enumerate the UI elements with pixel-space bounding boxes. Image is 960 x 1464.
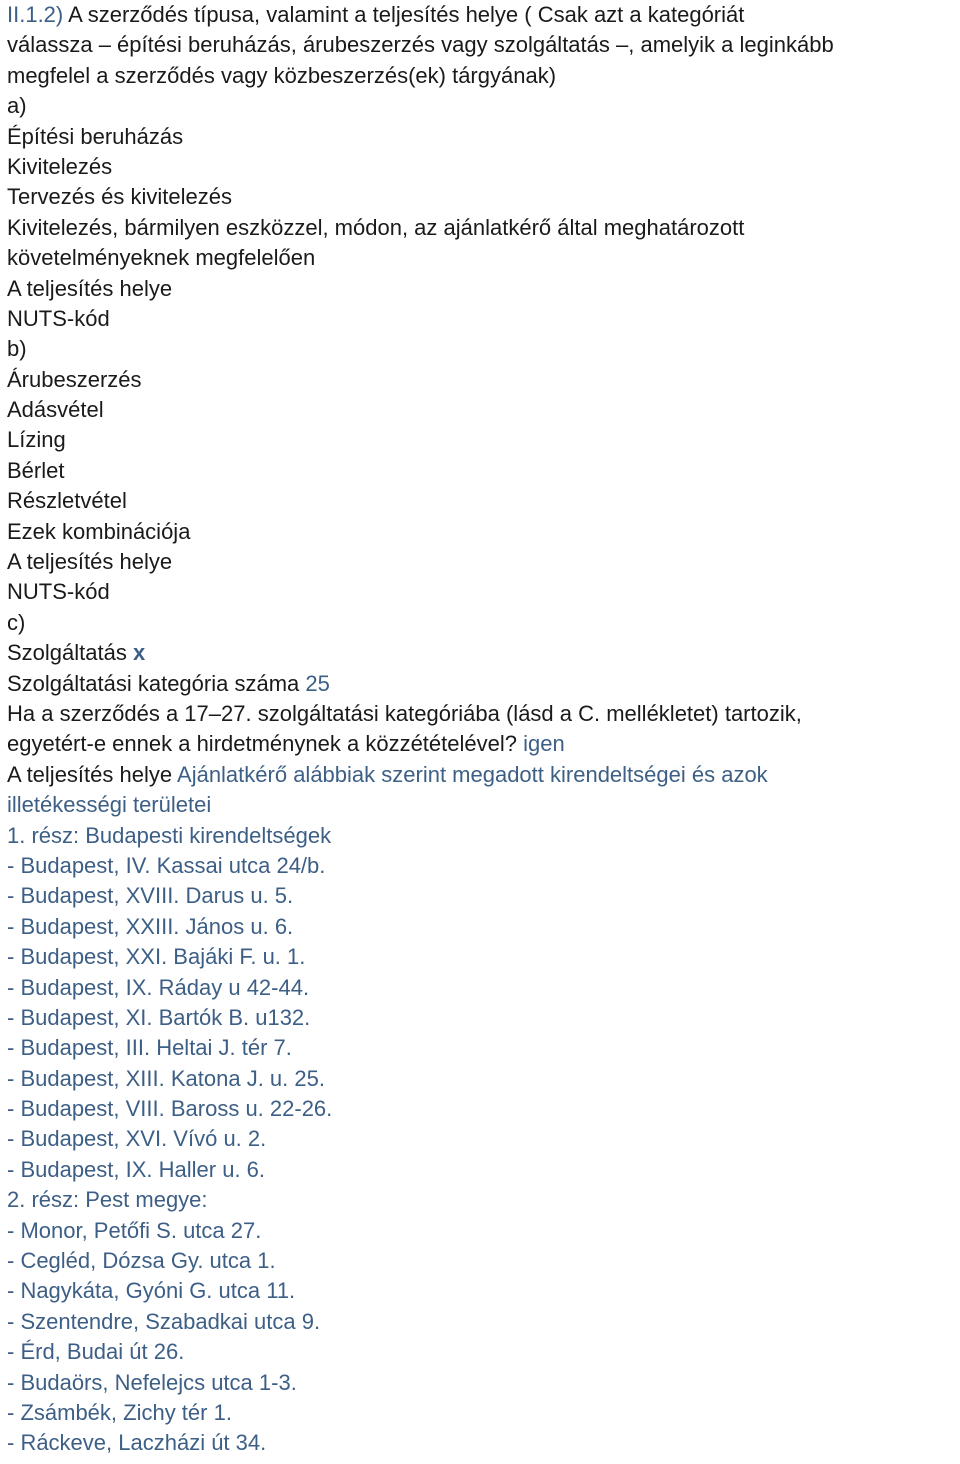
section-heading-text: A szerződés típusa, valamint a teljesítés helye ( Csak azt a kategóriát <box>63 2 745 27</box>
question-line-1: Ha a szerződés a 17–27. szolgáltatási kategóriába (lásd a C. mellékletet) tartozik, <box>7 700 802 726</box>
section-a-description: követelményeknek megfelelően <box>7 245 316 271</box>
section-b-place-label: A teljesítés helye <box>7 549 173 575</box>
list-item: - Ráckeve, Laczházi út 34. <box>7 1430 267 1456</box>
section-b-letter: b) <box>7 336 27 362</box>
part-2-title: 2. rész: Pest megye: <box>7 1187 208 1213</box>
section-b-title: Árubeszerzés <box>7 366 142 392</box>
section-heading-line-3: megfelel a szerződés vagy közbeszerzés(ek) tárgyának) <box>7 62 557 88</box>
section-a-option: Tervezés és kivitelezés <box>7 184 232 210</box>
section-heading-line-2: válassza – építési beruházás, árubeszerzés vagy szolgáltatás –, amelyik a leginkább <box>7 32 834 58</box>
list-item: - Budapest, IV. Kassai utca 24/b. <box>7 852 326 878</box>
section-b-option: Részletvétel <box>7 488 127 514</box>
section-a-option: Kivitelezés <box>7 153 113 179</box>
section-c-title: Szolgáltatás <box>7 640 127 666</box>
place-value: Ajánlatkérő alábbiak szerint megadott kirendeltségei és azok <box>177 761 768 787</box>
list-item: - Budapest, IX. Ráday u 42-44. <box>7 974 310 1000</box>
category-line <box>7 669 957 699</box>
section-heading-line-1 <box>7 0 957 30</box>
section-c-place-label: A teljesítés helye <box>7 761 173 787</box>
section-a-letter: a) <box>7 93 27 119</box>
list-item: - Nagykáta, Gyóni G. utca 11. <box>7 1278 296 1304</box>
document-body <box>7 0 957 1459</box>
part-1-title: 1. rész: Budapesti kirendeltségek <box>7 822 332 848</box>
list-item: - Budapest, XXI. Bajáki F. u. 1. <box>7 944 306 970</box>
section-c-title-line <box>7 638 957 668</box>
list-item: - Szentendre, Szabadkai utca 9. <box>7 1308 321 1334</box>
section-b-nuts-label: NUTS-kód <box>7 579 110 605</box>
list-item: - Monor, Petőfi S. utca 27. <box>7 1217 262 1243</box>
section-b-option: Lízing <box>7 427 66 453</box>
list-item: - Budapest, XXIII. János u. 6. <box>7 913 294 939</box>
question-line-2 <box>7 729 957 759</box>
section-c-letter: c) <box>7 609 26 635</box>
section-a-nuts-label: NUTS-kód <box>7 305 110 331</box>
category-label: Szolgáltatási kategória száma <box>7 670 300 696</box>
place-line-2: illetékességi területei <box>7 792 212 818</box>
list-item: - Budapest, XI. Bartók B. u132. <box>7 1004 311 1030</box>
section-b-option: Ezek kombinációja <box>7 518 191 544</box>
place-line-1 <box>7 760 957 790</box>
section-a-place-label: A teljesítés helye <box>7 275 173 301</box>
section-b-option: Bérlet <box>7 457 65 483</box>
section-number: II.1.2) <box>7 2 64 27</box>
selected-mark: x <box>132 640 146 666</box>
list-item: - Cegléd, Dózsa Gy. utca 1. <box>7 1248 276 1274</box>
list-item: - Budaörs, Nefelejcs utca 1-3. <box>7 1369 297 1395</box>
list-item: - Budapest, XVIII. Darus u. 5. <box>7 883 294 909</box>
list-item: - Budapest, XVI. Vívó u. 2. <box>7 1126 267 1152</box>
category-value: 25 <box>305 670 330 696</box>
list-item: - Érd, Budai út 26. <box>7 1339 185 1365</box>
list-item: - Budapest, III. Heltai J. tér 7. <box>7 1035 292 1061</box>
list-item: - Budapest, VIII. Baross u. 22-26. <box>7 1096 333 1122</box>
question-text: egyetért-e ennek a hirdetménynek a közzétételével? <box>7 731 517 757</box>
list-item: - Zsámbék, Zichy tér 1. <box>7 1399 232 1425</box>
list-item: - Budapest, IX. Haller u. 6. <box>7 1156 266 1182</box>
section-b-option: Adásvétel <box>7 397 104 423</box>
question-answer: igen <box>523 731 565 757</box>
list-item: - Budapest, XIII. Katona J. u. 25. <box>7 1065 325 1091</box>
section-a-description: Kivitelezés, bármilyen eszközzel, módon, az ajánlatkérő által meghatározott <box>7 214 745 240</box>
section-a-title: Építési beruházás <box>7 123 184 149</box>
